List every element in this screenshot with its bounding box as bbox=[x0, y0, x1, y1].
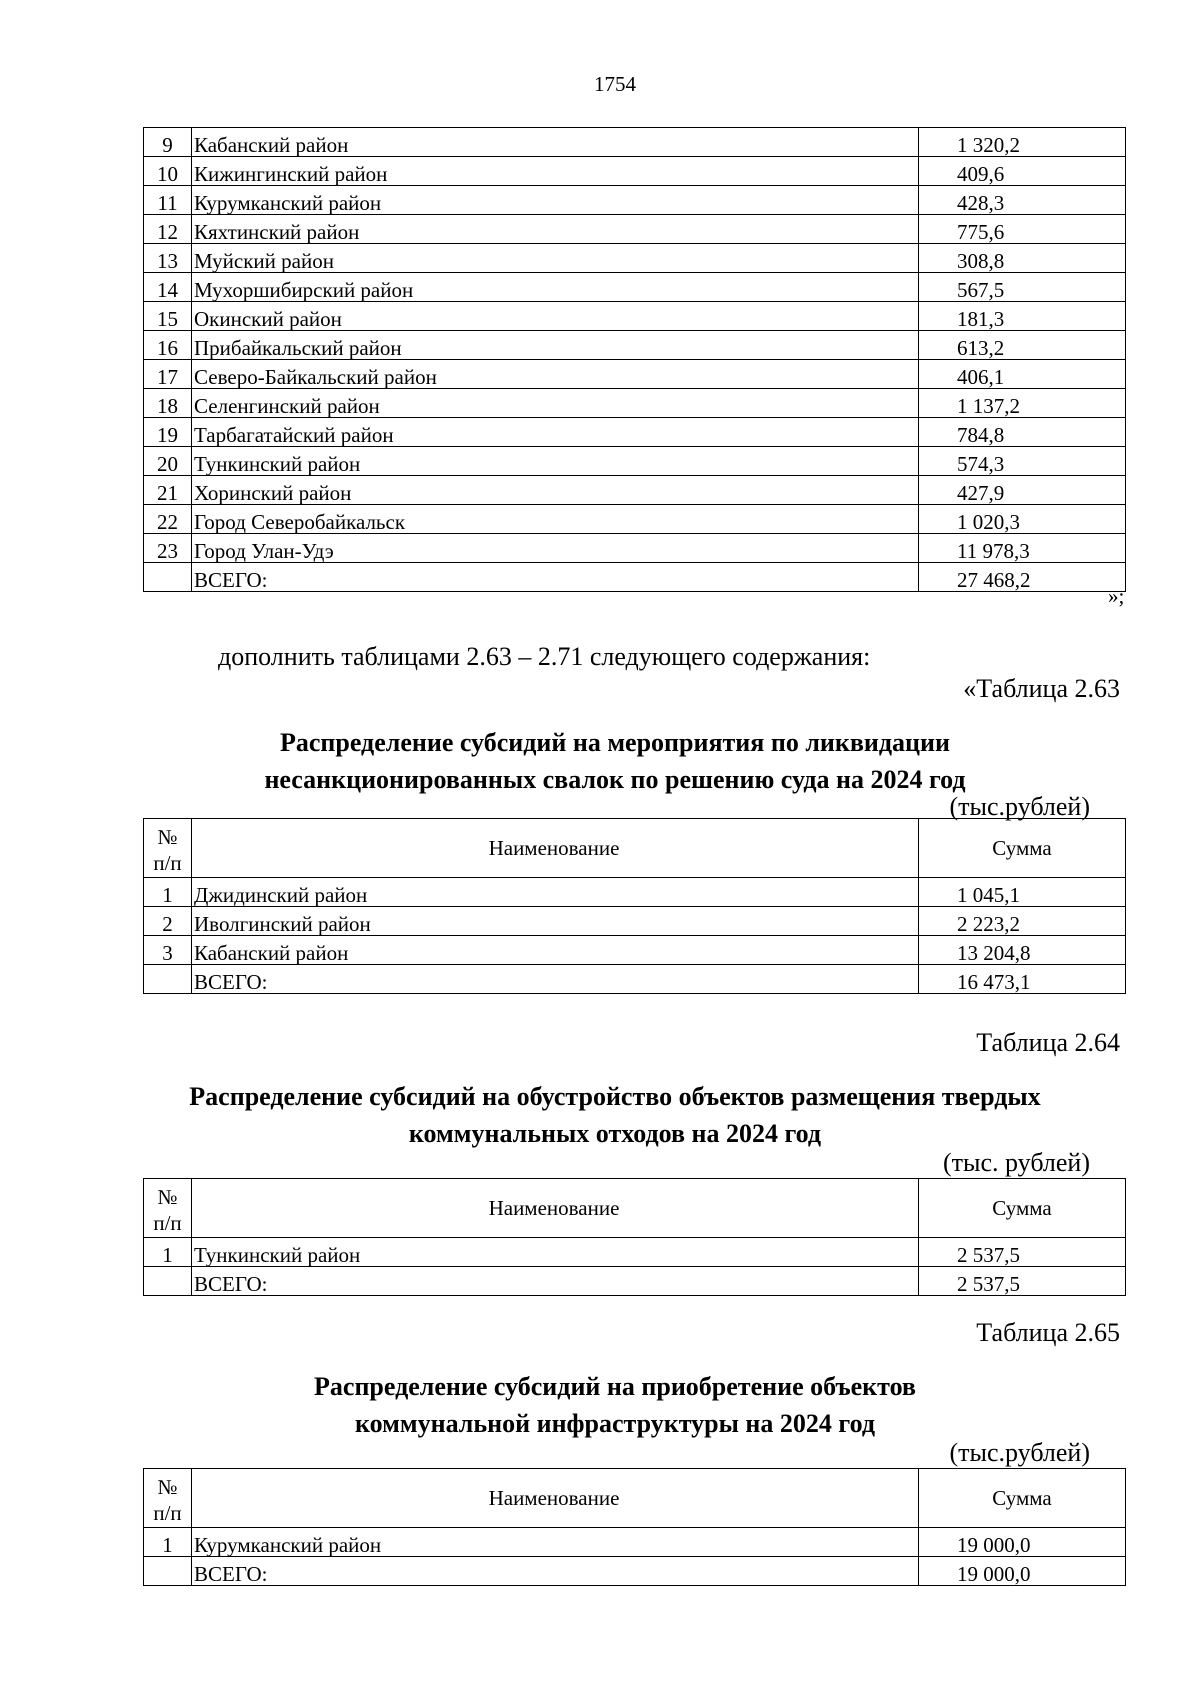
row-number: 16 bbox=[144, 331, 192, 360]
table-2-65-heading bbox=[130, 1368, 1100, 1442]
row-sum: 1 137,2 bbox=[919, 389, 1126, 418]
row-name: Курумканский район bbox=[192, 1528, 919, 1557]
table-total-row bbox=[144, 1557, 1126, 1586]
row-number: 1 bbox=[144, 1238, 192, 1267]
row-name: Тункинский район bbox=[192, 1238, 919, 1267]
row-number: 12 bbox=[144, 215, 192, 244]
row-sum: 784,8 bbox=[919, 418, 1126, 447]
total-label: ВСЕГО: bbox=[192, 1557, 919, 1586]
row-sum: 406,1 bbox=[919, 360, 1126, 389]
row-name: Иволгинский район bbox=[192, 907, 919, 936]
row-number: 9 bbox=[144, 128, 192, 157]
table-row bbox=[144, 157, 1126, 186]
row-name: Северо-Байкальский район bbox=[192, 360, 919, 389]
table-total-row bbox=[144, 1267, 1126, 1296]
total-num-cell bbox=[144, 1557, 192, 1586]
table-row bbox=[144, 331, 1126, 360]
table-row bbox=[144, 389, 1126, 418]
header-sum: Сумма bbox=[919, 1179, 1126, 1238]
row-number: 11 bbox=[144, 186, 192, 215]
table-row bbox=[144, 302, 1126, 331]
row-number: 22 bbox=[144, 505, 192, 534]
row-number: 15 bbox=[144, 302, 192, 331]
row-name: Окинский район bbox=[192, 302, 919, 331]
heading-line: Распределение субсидий на мероприятия по ликвидации bbox=[279, 728, 950, 757]
row-sum: 427,9 bbox=[919, 476, 1126, 505]
header-name: Наименование bbox=[192, 819, 919, 878]
table-row bbox=[144, 534, 1126, 563]
table-header-row bbox=[144, 1469, 1126, 1528]
row-sum: 2 223,2 bbox=[919, 907, 1126, 936]
table-2-63-heading bbox=[130, 724, 1100, 798]
row-sum: 19 000,0 bbox=[919, 1528, 1126, 1557]
table-header-row bbox=[144, 1179, 1126, 1238]
table-2-63-label: «Таблица 2.63 bbox=[963, 674, 1120, 703]
table-total-row bbox=[144, 965, 1126, 994]
row-sum: 428,3 bbox=[919, 186, 1126, 215]
table-2-63-unit: (тыс.рублей) bbox=[949, 792, 1090, 821]
table-2-65-label: Таблица 2.65 bbox=[976, 1318, 1120, 1347]
table-header-row bbox=[144, 819, 1126, 878]
table-2-64-unit: (тыс. рублей) bbox=[942, 1148, 1090, 1177]
header-sum: Сумма bbox=[919, 1469, 1126, 1528]
row-number: 17 bbox=[144, 360, 192, 389]
table-row bbox=[144, 1528, 1126, 1557]
heading-line: Распределение субсидий на обустройство объектов размещения твердых bbox=[189, 1082, 1041, 1111]
heading-line: несанкционированных свалок по решению суда на 2024 год bbox=[264, 765, 966, 794]
total-label: ВСЕГО: bbox=[192, 1267, 919, 1296]
table-row bbox=[144, 505, 1126, 534]
table-row bbox=[144, 186, 1126, 215]
table-2-64 bbox=[143, 1178, 1126, 1296]
table-row bbox=[144, 360, 1126, 389]
header-num: № п/п bbox=[144, 1469, 192, 1528]
row-number: 13 bbox=[144, 244, 192, 273]
row-name: Муйский район bbox=[192, 244, 919, 273]
row-name: Кижингинский район bbox=[192, 157, 919, 186]
total-sum: 2 537,5 bbox=[919, 1267, 1126, 1296]
table-2-65-unit: (тыс.рублей) bbox=[949, 1438, 1090, 1467]
header-num: № п/п bbox=[144, 1179, 192, 1238]
table-row bbox=[144, 936, 1126, 965]
row-number: 1 bbox=[144, 1528, 192, 1557]
total-num-cell bbox=[144, 965, 192, 994]
row-sum: 13 204,8 bbox=[919, 936, 1126, 965]
total-label: ВСЕГО: bbox=[192, 965, 919, 994]
closing-quote-mark: »; bbox=[1108, 584, 1125, 608]
table-row bbox=[144, 418, 1126, 447]
row-sum: 613,2 bbox=[919, 331, 1126, 360]
table-row bbox=[144, 447, 1126, 476]
row-number: 1 bbox=[144, 878, 192, 907]
row-name: Джидинский район bbox=[192, 878, 919, 907]
row-number: 20 bbox=[144, 447, 192, 476]
intro-text: дополнить таблицами 2.63 – 2.71 следующего содержания: bbox=[218, 642, 871, 671]
table-row bbox=[144, 128, 1126, 157]
table-2-64-heading bbox=[130, 1078, 1100, 1152]
row-name: Прибайкальский район bbox=[192, 331, 919, 360]
row-sum: 2 537,5 bbox=[919, 1238, 1126, 1267]
table-row bbox=[144, 476, 1126, 505]
top-distribution-table bbox=[143, 127, 1126, 592]
row-name: Мухоршибирский район bbox=[192, 273, 919, 302]
row-number: 18 bbox=[144, 389, 192, 418]
row-sum: 181,3 bbox=[919, 302, 1126, 331]
heading-line: коммунальной инфраструктуры на 2024 год bbox=[355, 1409, 875, 1438]
row-number: 19 bbox=[144, 418, 192, 447]
row-sum: 574,3 bbox=[919, 447, 1126, 476]
table-row bbox=[144, 878, 1126, 907]
row-number: 23 bbox=[144, 534, 192, 563]
row-sum: 775,6 bbox=[919, 215, 1126, 244]
table-2-63 bbox=[143, 818, 1126, 994]
header-sum: Сумма bbox=[919, 819, 1126, 878]
table-row bbox=[144, 273, 1126, 302]
row-sum: 1 045,1 bbox=[919, 878, 1126, 907]
table-row bbox=[144, 244, 1126, 273]
total-sum: 16 473,1 bbox=[919, 965, 1126, 994]
row-number: 3 bbox=[144, 936, 192, 965]
total-sum: 27 468,2 bbox=[919, 563, 1126, 592]
row-sum: 1 020,3 bbox=[919, 505, 1126, 534]
row-number: 14 bbox=[144, 273, 192, 302]
total-num-cell bbox=[144, 1267, 192, 1296]
row-number: 10 bbox=[144, 157, 192, 186]
heading-line: Распределение субсидий на приобретение объектов bbox=[314, 1372, 916, 1401]
row-sum: 567,5 bbox=[919, 273, 1126, 302]
row-name: Кабанский район bbox=[192, 936, 919, 965]
row-name: Город Улан-Удэ bbox=[192, 534, 919, 563]
total-sum: 19 000,0 bbox=[919, 1557, 1126, 1586]
table-row bbox=[144, 907, 1126, 936]
row-number: 21 bbox=[144, 476, 192, 505]
row-name: Тарбагатайский район bbox=[192, 418, 919, 447]
row-sum: 11 978,3 bbox=[919, 534, 1126, 563]
table-2-64-label: Таблица 2.64 bbox=[976, 1028, 1120, 1057]
total-label: ВСЕГО: bbox=[192, 563, 919, 592]
heading-line: коммунальных отходов на 2024 год bbox=[408, 1119, 822, 1148]
table-row bbox=[144, 215, 1126, 244]
row-name: Кабанский район bbox=[192, 128, 919, 157]
row-name: Город Северобайкальск bbox=[192, 505, 919, 534]
table-total-row bbox=[144, 563, 1126, 592]
row-sum: 1 320,2 bbox=[919, 128, 1126, 157]
row-sum: 308,8 bbox=[919, 244, 1126, 273]
row-name: Курумканский район bbox=[192, 186, 919, 215]
row-name: Селенгинский район bbox=[192, 389, 919, 418]
header-name: Наименование bbox=[192, 1469, 919, 1528]
row-number: 2 bbox=[144, 907, 192, 936]
row-name: Кяхтинский район bbox=[192, 215, 919, 244]
page-number: 1754 bbox=[594, 72, 636, 96]
header-name: Наименование bbox=[192, 1179, 919, 1238]
row-name: Тункинский район bbox=[192, 447, 919, 476]
table-row bbox=[144, 1238, 1126, 1267]
row-name: Хоринский район bbox=[192, 476, 919, 505]
header-num: № п/п bbox=[144, 819, 192, 878]
total-num-cell bbox=[144, 563, 192, 592]
row-sum: 409,6 bbox=[919, 157, 1126, 186]
table-2-65 bbox=[143, 1468, 1126, 1586]
